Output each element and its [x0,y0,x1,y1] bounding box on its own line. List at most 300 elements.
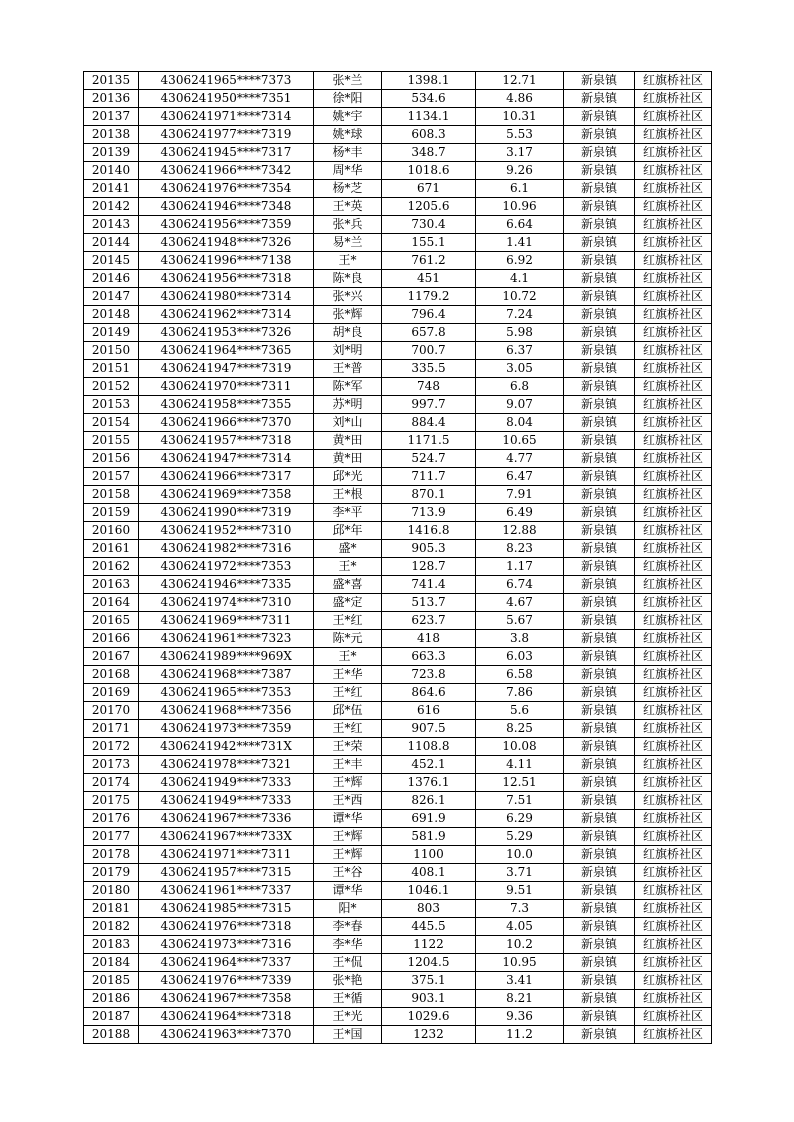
cell-amount: 10.65 [476,432,564,450]
cell-name: 李*春 [314,918,382,936]
cell-community: 红旗桥社区 [635,630,712,648]
cell-area: 903.1 [382,990,476,1008]
cell-id-number: 4306241996****7138 [139,252,314,270]
cell-id-number: 4306241961****7323 [139,630,314,648]
table-row [84,756,712,774]
table-row [84,648,712,666]
cell-town: 新泉镇 [564,198,635,216]
cell-amount: 7.51 [476,792,564,810]
cell-community: 红旗桥社区 [635,342,712,360]
cell-id-number: 4306241946****7348 [139,198,314,216]
cell-name: 周*华 [314,162,382,180]
cell-amount: 10.0 [476,846,564,864]
cell-amount: 6.92 [476,252,564,270]
cell-community: 红旗桥社区 [635,252,712,270]
table-row [84,846,712,864]
cell-name: 王*国 [314,1026,382,1044]
cell-id-number: 4306241967****7358 [139,990,314,1008]
cell-id-number: 4306241963****7370 [139,1026,314,1044]
cell-community: 红旗桥社区 [635,108,712,126]
cell-amount: 1.17 [476,558,564,576]
cell-area: 1232 [382,1026,476,1044]
cell-community: 红旗桥社区 [635,828,712,846]
cell-town: 新泉镇 [564,702,635,720]
cell-amount: 10.95 [476,954,564,972]
cell-area: 663.3 [382,648,476,666]
cell-amount: 10.2 [476,936,564,954]
cell-town: 新泉镇 [564,738,635,756]
cell-community: 红旗桥社区 [635,234,712,252]
cell-serial: 20168 [84,666,139,684]
cell-community: 红旗桥社区 [635,198,712,216]
table-row [84,396,712,414]
cell-name: 王*辉 [314,828,382,846]
cell-community: 红旗桥社区 [635,648,712,666]
cell-serial: 20171 [84,720,139,738]
cell-town: 新泉镇 [564,684,635,702]
cell-amount: 10.72 [476,288,564,306]
cell-serial: 20159 [84,504,139,522]
cell-area: 335.5 [382,360,476,378]
cell-id-number: 4306241973****7316 [139,936,314,954]
table-row [84,234,712,252]
table-row [84,468,712,486]
cell-serial: 20165 [84,612,139,630]
cell-name: 张*兵 [314,216,382,234]
cell-name: 张*艳 [314,972,382,990]
cell-amount: 6.49 [476,504,564,522]
cell-town: 新泉镇 [564,378,635,396]
cell-amount: 1.41 [476,234,564,252]
cell-name: 陈*元 [314,630,382,648]
cell-amount: 6.8 [476,378,564,396]
cell-area: 1029.6 [382,1008,476,1026]
table-row [84,864,712,882]
cell-community: 红旗桥社区 [635,468,712,486]
table-row [84,324,712,342]
table-row [84,540,712,558]
cell-id-number: 4306241973****7359 [139,720,314,738]
cell-id-number: 4306241946****7335 [139,576,314,594]
table-row [84,450,712,468]
cell-area: 445.5 [382,918,476,936]
cell-serial: 20175 [84,792,139,810]
table-row [84,288,712,306]
cell-community: 红旗桥社区 [635,936,712,954]
cell-amount: 4.11 [476,756,564,774]
cell-name: 王*西 [314,792,382,810]
cell-serial: 20179 [84,864,139,882]
cell-id-number: 4306241948****7326 [139,234,314,252]
cell-town: 新泉镇 [564,108,635,126]
cell-town: 新泉镇 [564,900,635,918]
cell-name: 邱*年 [314,522,382,540]
cell-amount: 8.23 [476,540,564,558]
cell-area: 761.2 [382,252,476,270]
cell-amount: 3.8 [476,630,564,648]
cell-id-number: 4306241976****7318 [139,918,314,936]
cell-name: 阳* [314,900,382,918]
cell-amount: 7.3 [476,900,564,918]
cell-community: 红旗桥社区 [635,450,712,468]
cell-serial: 20185 [84,972,139,990]
cell-name: 王*丰 [314,756,382,774]
cell-community: 红旗桥社区 [635,180,712,198]
cell-area: 408.1 [382,864,476,882]
cell-amount: 3.71 [476,864,564,882]
cell-name: 刘*明 [314,342,382,360]
cell-community: 红旗桥社区 [635,504,712,522]
table-row [84,360,712,378]
cell-amount: 4.67 [476,594,564,612]
cell-amount: 12.88 [476,522,564,540]
cell-id-number: 4306241989****969X [139,648,314,666]
cell-town: 新泉镇 [564,936,635,954]
cell-amount: 10.96 [476,198,564,216]
table-row [84,180,712,198]
cell-serial: 20170 [84,702,139,720]
cell-town: 新泉镇 [564,720,635,738]
cell-community: 红旗桥社区 [635,684,712,702]
cell-town: 新泉镇 [564,540,635,558]
cell-town: 新泉镇 [564,846,635,864]
cell-community: 红旗桥社区 [635,792,712,810]
cell-town: 新泉镇 [564,522,635,540]
cell-area: 348.7 [382,144,476,162]
cell-serial: 20167 [84,648,139,666]
cell-id-number: 4306241956****7318 [139,270,314,288]
cell-serial: 20173 [84,756,139,774]
cell-id-number: 4306241953****7326 [139,324,314,342]
cell-serial: 20151 [84,360,139,378]
table-row [84,72,712,90]
cell-town: 新泉镇 [564,342,635,360]
cell-area: 711.7 [382,468,476,486]
cell-id-number: 4306241969****7311 [139,612,314,630]
cell-serial: 20156 [84,450,139,468]
cell-community: 红旗桥社区 [635,900,712,918]
table-row [84,108,712,126]
table-row [84,666,712,684]
cell-name: 王*红 [314,684,382,702]
cell-id-number: 4306241945****7317 [139,144,314,162]
table-row [84,486,712,504]
cell-amount: 8.21 [476,990,564,1008]
cell-id-number: 4306241990****7319 [139,504,314,522]
cell-amount: 5.53 [476,126,564,144]
table-row [84,702,712,720]
cell-id-number: 4306241949****7333 [139,774,314,792]
table-row [84,126,712,144]
cell-community: 红旗桥社区 [635,396,712,414]
cell-name: 杨*丰 [314,144,382,162]
cell-community: 红旗桥社区 [635,738,712,756]
cell-amount: 6.64 [476,216,564,234]
table-row [84,414,712,432]
cell-town: 新泉镇 [564,882,635,900]
cell-id-number: 4306241974****7310 [139,594,314,612]
cell-area: 713.9 [382,504,476,522]
cell-id-number: 4306241956****7359 [139,216,314,234]
cell-serial: 20160 [84,522,139,540]
cell-town: 新泉镇 [564,468,635,486]
cell-id-number: 4306241942****731X [139,738,314,756]
cell-serial: 20155 [84,432,139,450]
cell-amount: 3.17 [476,144,564,162]
cell-amount: 6.1 [476,180,564,198]
cell-serial: 20148 [84,306,139,324]
table-row [84,720,712,738]
cell-name: 王*谷 [314,864,382,882]
cell-name: 胡*良 [314,324,382,342]
cell-town: 新泉镇 [564,594,635,612]
table-row [84,270,712,288]
cell-name: 张*兴 [314,288,382,306]
cell-name: 王*辉 [314,846,382,864]
cell-name: 张*兰 [314,72,382,90]
cell-serial: 20157 [84,468,139,486]
cell-name: 苏*明 [314,396,382,414]
cell-community: 红旗桥社区 [635,540,712,558]
cell-amount: 5.98 [476,324,564,342]
table-row [84,1008,712,1026]
cell-name: 姚*宇 [314,108,382,126]
cell-town: 新泉镇 [564,162,635,180]
cell-community: 红旗桥社区 [635,216,712,234]
cell-serial: 20162 [84,558,139,576]
cell-name: 王*红 [314,720,382,738]
cell-serial: 20184 [84,954,139,972]
cell-amount: 5.6 [476,702,564,720]
cell-amount: 4.77 [476,450,564,468]
cell-area: 608.3 [382,126,476,144]
cell-serial: 20141 [84,180,139,198]
cell-name: 徐*阳 [314,90,382,108]
cell-serial: 20137 [84,108,139,126]
cell-name: 黄*田 [314,450,382,468]
cell-town: 新泉镇 [564,90,635,108]
cell-serial: 20147 [84,288,139,306]
cell-serial: 20172 [84,738,139,756]
cell-town: 新泉镇 [564,612,635,630]
cell-id-number: 4306241949****7333 [139,792,314,810]
cell-amount: 3.05 [476,360,564,378]
cell-area: 691.9 [382,810,476,828]
cell-id-number: 4306241968****7387 [139,666,314,684]
cell-town: 新泉镇 [564,360,635,378]
cell-serial: 20150 [84,342,139,360]
cell-area: 1204.5 [382,954,476,972]
cell-serial: 20146 [84,270,139,288]
cell-amount: 5.29 [476,828,564,846]
cell-area: 451 [382,270,476,288]
cell-area: 616 [382,702,476,720]
cell-name: 盛*喜 [314,576,382,594]
cell-serial: 20183 [84,936,139,954]
cell-town: 新泉镇 [564,72,635,90]
cell-name: 姚*球 [314,126,382,144]
cell-town: 新泉镇 [564,180,635,198]
cell-area: 884.4 [382,414,476,432]
cell-town: 新泉镇 [564,576,635,594]
cell-community: 红旗桥社区 [635,270,712,288]
cell-name: 刘*山 [314,414,382,432]
cell-town: 新泉镇 [564,396,635,414]
cell-serial: 20169 [84,684,139,702]
cell-town: 新泉镇 [564,1008,635,1026]
cell-amount: 12.71 [476,72,564,90]
cell-town: 新泉镇 [564,486,635,504]
cell-name: 李*平 [314,504,382,522]
cell-amount: 11.2 [476,1026,564,1044]
cell-area: 730.4 [382,216,476,234]
cell-name: 王* [314,558,382,576]
cell-community: 红旗桥社区 [635,414,712,432]
cell-amount: 10.31 [476,108,564,126]
cell-id-number: 4306241969****7358 [139,486,314,504]
cell-serial: 20149 [84,324,139,342]
cell-town: 新泉镇 [564,504,635,522]
cell-community: 红旗桥社区 [635,378,712,396]
cell-name: 黄*田 [314,432,382,450]
cell-amount: 4.86 [476,90,564,108]
cell-serial: 20177 [84,828,139,846]
cell-town: 新泉镇 [564,954,635,972]
cell-amount: 8.04 [476,414,564,432]
cell-amount: 7.24 [476,306,564,324]
cell-id-number: 4306241947****7314 [139,450,314,468]
cell-serial: 20144 [84,234,139,252]
cell-community: 红旗桥社区 [635,954,712,972]
cell-serial: 20182 [84,918,139,936]
cell-amount: 6.03 [476,648,564,666]
table-row [84,936,712,954]
table-row [84,612,712,630]
cell-name: 陈*良 [314,270,382,288]
table-row [84,684,712,702]
table-row [84,594,712,612]
table-row [84,972,712,990]
cell-area: 1376.1 [382,774,476,792]
table-row [84,954,712,972]
cell-area: 723.8 [382,666,476,684]
cell-community: 红旗桥社区 [635,756,712,774]
table-row [84,306,712,324]
cell-serial: 20164 [84,594,139,612]
cell-id-number: 4306241966****7342 [139,162,314,180]
cell-community: 红旗桥社区 [635,90,712,108]
cell-id-number: 4306241964****7365 [139,342,314,360]
cell-amount: 3.41 [476,972,564,990]
table-row [84,144,712,162]
cell-name: 杨*芝 [314,180,382,198]
cell-amount: 12.51 [476,774,564,792]
cell-id-number: 4306241950****7351 [139,90,314,108]
cell-area: 1179.2 [382,288,476,306]
cell-community: 红旗桥社区 [635,918,712,936]
cell-id-number: 4306241961****7337 [139,882,314,900]
cell-amount: 5.67 [476,612,564,630]
cell-area: 864.6 [382,684,476,702]
cell-serial: 20142 [84,198,139,216]
cell-community: 红旗桥社区 [635,612,712,630]
cell-area: 524.7 [382,450,476,468]
cell-id-number: 4306241952****7310 [139,522,314,540]
cell-name: 王*辉 [314,774,382,792]
cell-id-number: 4306241964****7337 [139,954,314,972]
cell-area: 1046.1 [382,882,476,900]
cell-town: 新泉镇 [564,774,635,792]
cell-area: 826.1 [382,792,476,810]
cell-id-number: 4306241970****7311 [139,378,314,396]
table-row [84,90,712,108]
cell-community: 红旗桥社区 [635,594,712,612]
table-row [84,828,712,846]
cell-community: 红旗桥社区 [635,1008,712,1026]
cell-area: 905.3 [382,540,476,558]
cell-serial: 20176 [84,810,139,828]
cell-id-number: 4306241966****7317 [139,468,314,486]
cell-community: 红旗桥社区 [635,162,712,180]
cell-town: 新泉镇 [564,558,635,576]
cell-area: 1018.6 [382,162,476,180]
cell-amount: 6.74 [476,576,564,594]
cell-area: 513.7 [382,594,476,612]
cell-serial: 20161 [84,540,139,558]
cell-town: 新泉镇 [564,648,635,666]
table-body [84,72,712,1044]
cell-community: 红旗桥社区 [635,324,712,342]
table-row [84,792,712,810]
cell-area: 418 [382,630,476,648]
cell-id-number: 4306241972****7353 [139,558,314,576]
cell-community: 红旗桥社区 [635,432,712,450]
cell-id-number: 4306241947****7319 [139,360,314,378]
cell-id-number: 4306241964****7318 [139,1008,314,1026]
cell-id-number: 4306241958****7355 [139,396,314,414]
table-row [84,198,712,216]
cell-community: 红旗桥社区 [635,144,712,162]
cell-community: 红旗桥社区 [635,666,712,684]
cell-area: 657.8 [382,324,476,342]
cell-town: 新泉镇 [564,828,635,846]
cell-name: 易*兰 [314,234,382,252]
cell-name: 王*普 [314,360,382,378]
table-row [84,900,712,918]
cell-amount: 7.86 [476,684,564,702]
cell-name: 王*华 [314,666,382,684]
table-row [84,990,712,1008]
cell-area: 1205.6 [382,198,476,216]
cell-serial: 20178 [84,846,139,864]
cell-community: 红旗桥社区 [635,882,712,900]
cell-area: 870.1 [382,486,476,504]
cell-community: 红旗桥社区 [635,72,712,90]
table-row [84,1026,712,1044]
cell-town: 新泉镇 [564,324,635,342]
data-table [83,71,712,1044]
cell-town: 新泉镇 [564,450,635,468]
cell-id-number: 4306241965****7353 [139,684,314,702]
cell-area: 700.7 [382,342,476,360]
cell-serial: 20187 [84,1008,139,1026]
cell-amount: 9.36 [476,1008,564,1026]
cell-id-number: 4306241965****7373 [139,72,314,90]
cell-town: 新泉镇 [564,972,635,990]
cell-amount: 6.29 [476,810,564,828]
cell-town: 新泉镇 [564,666,635,684]
cell-serial: 20188 [84,1026,139,1044]
